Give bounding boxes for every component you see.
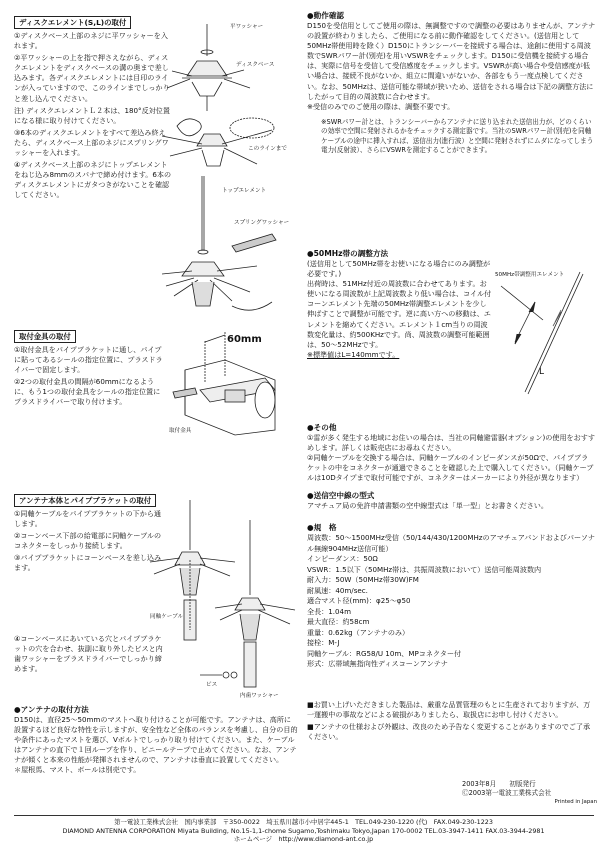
license-title: ●送信空中線の型式 [307,491,375,500]
license-section [307,490,595,511]
footer-address-en: DIAMOND ANTENNA CORPORATION Miyata Building, No.15-1,1-chome Sugamo,Toshimaku Tokyo,Japan 170-0002 TEL.03-3947-1411 FAX.03-3944-2981 [62,826,545,835]
spec-row: 耐入力：50W（50MHz帯30W)FM [307,575,419,584]
line-mark-label: このラインまで [248,146,287,152]
body-steps [14,509,164,574]
body-section [14,488,164,576]
issue-date: 2003年8月 [462,780,497,788]
mount-section [14,704,298,776]
tune-standard: ※標準値はL=140mmです。 [307,349,400,359]
other-item: ①雷が多く発生する地域にお住いの場合は、当社の同軸避雷器(オプション)の使用をおすすめします。詳しくは販売店にお尋ねください。 [307,433,595,453]
other-section [307,422,595,483]
spec-row: VSWR：1.5以下（50MHz帯は、共振周波数において）送信可能周波数内 [307,564,542,574]
swr-note: ※SWRパワー計とは、トランシーバーからアンテナに送り込まれた送信出力が、どのくらいの効率で空間に発射されるかをチェックする測定器です。当社のSWRパワー計(別売)を同軸ケーブルの途中に挿入すれば、送信出力(進行波）と空間に発射されずにムダになってしまう電力(反射波）、さらにVSWRを測定することができます。 [321,117,594,155]
tune-text: 出荷時は、51MHz付近の周波数に合わせてあります。お使いになる周波数が上記周波数より低い場合は、コイル付コーンエレメント先端の50MHz帯調整エレメントを少し伸ばすことで調整が可能です。逆に高い方への移動は、エレメントを縮めてください。エレメント１cm当りの周波数変化量は、約500KHzです。尚、周波数の調整可能範囲は、50〜52MHzです。 [307,279,492,349]
issue-copyright: Ⓒ2003第一電波工業株式会社 [462,789,552,797]
issue-line [462,780,597,789]
bracket-steps [14,345,164,408]
license-text: アマチュア局の免許申請書類の空中線型式は「単一型」とお書きください。 [307,501,548,510]
spec-title: ●規 格 [307,523,337,532]
issue-edition: 初版発行 [509,780,536,788]
spacing-60mm-label: 60mm [227,334,262,345]
body-step: ②コーンベース下部の給電部に同軸ケーブルのコネクターをしっかり接続します。 [14,531,162,551]
other-title: ●その他 [307,423,337,432]
disc-step: 注) ディスクエレメントＬ２本は、180°反対位置になる様に取り付けてください。 [14,105,170,125]
disc-step: ①ディスクベース上部のネジに平ワッシャーを入れます。 [14,31,168,51]
right-column [307,10,597,155]
mount-title: ●アンテナの取付方法 [14,705,89,714]
spec-row: 最大直径：約58cm [307,617,370,626]
check-note: ※受信のみでのご使用の際は、調整不要です。 [307,101,455,111]
disc-base-label: ディスクベース [236,62,275,68]
top-element-label: トップエレメント [222,188,267,194]
bracket-section [14,324,164,410]
disc-step: ③6本のディスクエレメントをすべて差込み終えたら、ディスクベース上部のネジにスプリングワッシャーを入れます。 [14,127,169,158]
footer [0,818,607,844]
footer-address-jp: 第一電波工業株式会社 国内事業部 〒350-0022 埼玉県川越市小中居字445-1 TEL.049-230-1220 (代) FAX.049-230-1223 [114,818,493,826]
cable-label: 同軸ケーブル [150,614,184,620]
washer-label: 平ワッシャー [230,24,264,30]
disc-step: ④ディスクベース上部のネジにトップエレメントをねじ込み8mmのスパナで締め付けます。6本のディスクエレメントにガタつきがないことを確認してください。 [14,160,172,200]
check-title: ●動作確認 [307,11,345,20]
disc-section-title: ディスクエレメント(S,L)の取付 [14,16,131,29]
bracket-illustration [165,320,300,440]
body-steps-cont [14,634,164,674]
spec-section [307,522,595,670]
spec-row: 全長：1.04m [307,606,351,616]
tune-section [307,248,492,360]
body-step4-block [14,632,164,676]
printed-in-japan: Printed in Japan [554,799,597,805]
spring-washer-label: スプリングワッシャー [234,220,290,226]
inner-washer-label: 内歯ワッシャー [240,693,279,699]
disc-step: ②平ワッシャーの上を指で押さえながら、ディスクエレメントをディスクベースの溝の奥まで差し込みます。各ディスクエレメントには目印のラインが入っていますので、このラインまでしっかりと差し込んでください。 [14,53,170,103]
disc-assembly-illustration [162,16,302,336]
spec-row: インピーダンス：50Ω [307,554,378,563]
spec-row: 形式：広帯域無指向性ディスコーンアンテナ [307,659,448,668]
spec-row: 耐風速：40m/sec. [307,585,368,595]
other-item: ②同軸ケーブルを交換する場合は、同軸ケーブルのインピーダンスが50Ωで、パイプブラケットの中をコネクターが通過できることを確認した上で購入してください。（同軸ケーブルは10Dタイプまで取付可能ですが、コネクターはメーカーにより外径が異なります） [307,453,594,483]
notice-item: ■お買い上げいただきました製品は、厳重な品質管理のもとに生産されておりますが、万一運搬中の事故などによる破損がありましたら、取扱店にお申し付けください。 [307,700,591,720]
disc-steps [14,31,172,201]
spec-row: 適合マスト径(mm)：φ25〜φ50 [307,596,411,605]
mount-note: ＊屋根馬、マスト、ボールは別売です。 [14,765,141,775]
body-step: ①同軸ケーブルをパイプブラケットの下から通します。 [14,509,162,529]
bracket-step: ①取付金具をパイプブラケットに通し、パイプに貼ってあるシールの指定位置に、プラスドライバーで固定します。 [14,345,163,375]
screw-label: ビス [206,682,218,688]
footer-divider [14,815,594,816]
footer-homepage[interactable]: ホームページ http://www.diamond-ant.co.jp [233,835,374,844]
tuning-element-illustration [495,262,595,402]
antenna-body-illustration [150,500,300,700]
spec-row: 同軸ケーブル：RG58/U 10m、MPコネクター付 [307,648,462,658]
tune-subtitle: (送信用として50MHz帯をお使いになる場合にのみ調整が必要です。) [307,259,491,279]
spec-row: 重量：0.62kg（アンテナのみ） [307,627,410,637]
spec-row: 接栓：M-J [307,638,340,647]
body-step: ③パイプブラケットにコーンベースを差し込みます。 [14,553,162,573]
body-section-title: アンテナ本体とパイプブラケットの取付 [14,494,156,507]
spec-row: 周波数：50〜1500MHz受信（50/144/430/1200MHzのアマチュアバンドおよびパーソナル無線904MHz送信可能） [307,533,595,553]
issue-block [462,780,597,807]
fitting-label: 取付金具 [169,428,192,434]
notice-item: ■アンテナの仕様および外観は、改良のため予告なく変更することがありますのでご了承ください。 [307,722,591,742]
mount-text: D150は、直径25〜50mmのマストへ取り付けることが可能です。アンテナは、高所に設置するほど良好な特性を示しますが、安全性など全体のバランスを考慮し、自分の目的や条件にあったマストを選び、Vボルトでしっかり取り付けてください。また、ケーブルはアンテナの直下で１回ループを作り、ビニールテープで止めてください。なお、アンテナが傾くと本来の性能が発揮されませんので、アンテナは垂直に設置してください。 [14,715,298,765]
tune-title: ●50MHz帯の調整方法 [307,249,389,258]
bracket-section-title: 取付金具の取付 [14,330,76,343]
body-step: ④コーンベースにあいている穴とパイプブラケットの穴を合わせ、抜副に取り外したビスと内歯ワッシャーをプラスドライバーでしっかり締めます。 [14,634,163,674]
tune-l-label: L [539,367,545,377]
tune-element-label: 50MHz帯調整用エレメント [495,272,565,278]
notices [307,700,595,742]
bracket-step: ②2つの取付金具の間隔が60mmになるように、もう1つの取付金具をシールの指定位置にプラスドライバーで取り付けます。 [14,377,161,407]
check-text: D150を受信用としてご使用の際は、無調整ですので調整の必要はありませんが、アンテナの設置が終わりましたら、ご使用になる前に動作確認をしてください。(送信用として50MHz帯使用時を除く）D150にトランシーバーを接続する場合は、途創に使用する周波数でSWRパワー計(別売)を用いVSWRをチェックします。D150に受信機を接続する場合は、実際に信号を受信して受信感度をチェックします。VSWRが高い場合や受信感度が低い場合は、接続不良がないか、組立に間違いがないか、各部をもう一度点検してください。なお、50MHzは、送信可能な帯域が狭いため、送信をされる場合は下記の調整方法にしたがって目的の周波数に合わせます。 [307,21,596,101]
